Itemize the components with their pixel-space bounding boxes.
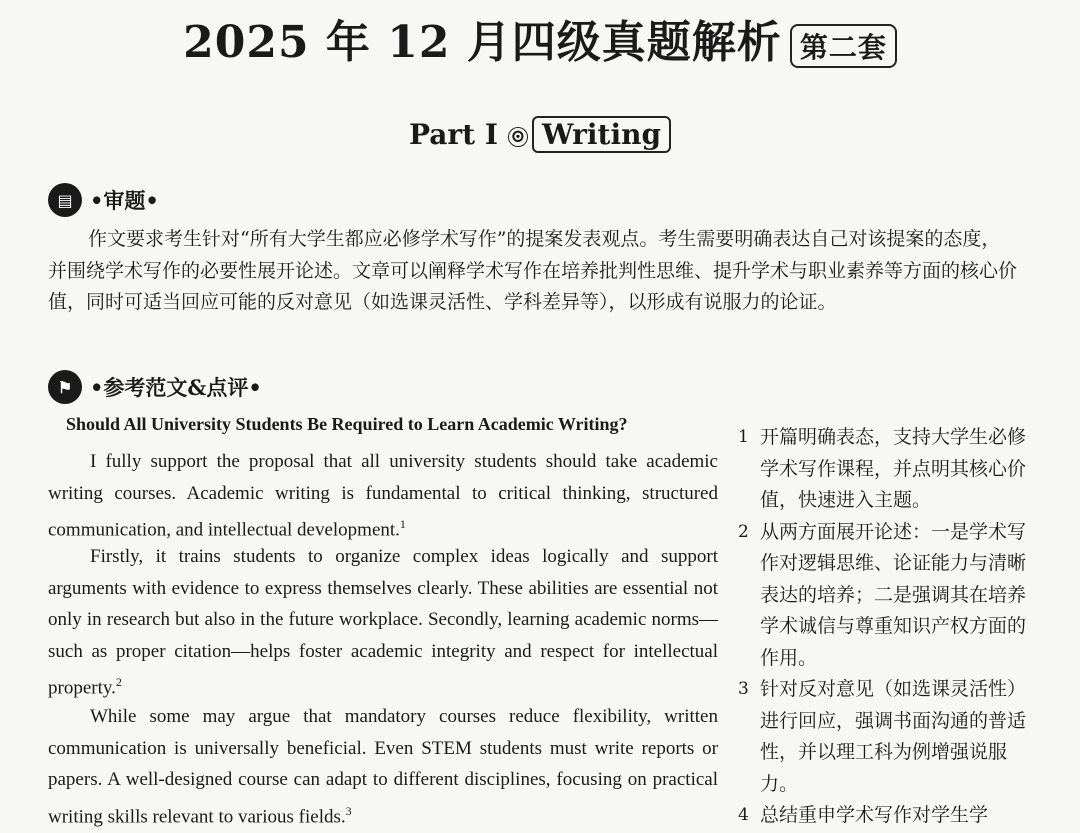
arrow-icon: ⊙	[508, 127, 528, 147]
essay-paragraph: While some may argue that mandatory courses reduce flexibility, written communication is universally beneficial. Even STEM students must write reports or papers. A well-designed course can adapt to different disciplines, focusing on practical writing skills relevant to various fields.$^3$	[48, 706, 718, 828]
essay-title: Should All University Students Be Required to Learn Academic Writing?	[66, 414, 628, 434]
note-ref: 3	[345, 803, 352, 818]
note-item: 1 开篇明确表态，支持大学生必修学术写作课程，并点明其核心价值，快速进入主题。	[738, 426, 1027, 511]
book-icon: ▤	[48, 183, 82, 217]
analysis-heading	[48, 183, 159, 217]
part-name: Writing	[532, 116, 671, 153]
page-title	[0, 6, 1080, 70]
note-item: 2 从两方面展开论述：一是学术写作对逻辑思维、论证能力与清晰表达的培养；二是强调其在培养学术诚信与尊重知识产权方面的作用。	[738, 520, 1027, 669]
part-heading	[0, 118, 1080, 151]
essay-paragraph: I fully support the proposal that all university students should take academic writing courses. Academic writing is fundamental to critical thinking, structured communication, and intellectual development.$^1$	[48, 451, 718, 541]
set-label: 第二套	[790, 24, 897, 68]
analysis-title: •审题•	[90, 188, 159, 213]
commentary-notes	[738, 422, 1038, 832]
sample-title: •参考范文&点评•	[90, 375, 262, 400]
note-item: 4 总结重申学术写作对学生学	[738, 804, 989, 826]
part-label: Part I	[408, 118, 498, 151]
flag-icon: ⚑	[48, 370, 82, 404]
note-item: 3 针对反对意见（如选课灵活性）进行回应，强调书面沟通的普适性，并以理工科为例增强说服力。	[738, 678, 1027, 795]
note-ref: 1	[399, 517, 406, 532]
sample-heading	[48, 370, 262, 404]
analysis-text: 作文要求考生针对“所有大学生都应必修学术写作”的提案发表观点。考生需要明确表达自己对该提案的态度，并围绕学术写作的必要性展开论述。文章可以阐释学术写作在培养批判性思维、提升学术与职业素养等方面的核心价值，同时可适当回应可能的反对意见（如选课灵活性、学科差异等），以形成有说服力的论证。	[48, 228, 1018, 313]
essay-paragraph: Firstly, it trains students to organize complex ideas logically and support arguments with evidence to express themselves clearly. These abilities are essential not only in research but also in the future workplace. Secondly, learning academic norms—such as proper citation—helps foster academic integrity and respect for intellectual property.$^2$	[48, 546, 718, 699]
note-ref: 2	[115, 675, 122, 690]
title-text: 2025 年 12 月四级真题解析	[183, 17, 782, 68]
